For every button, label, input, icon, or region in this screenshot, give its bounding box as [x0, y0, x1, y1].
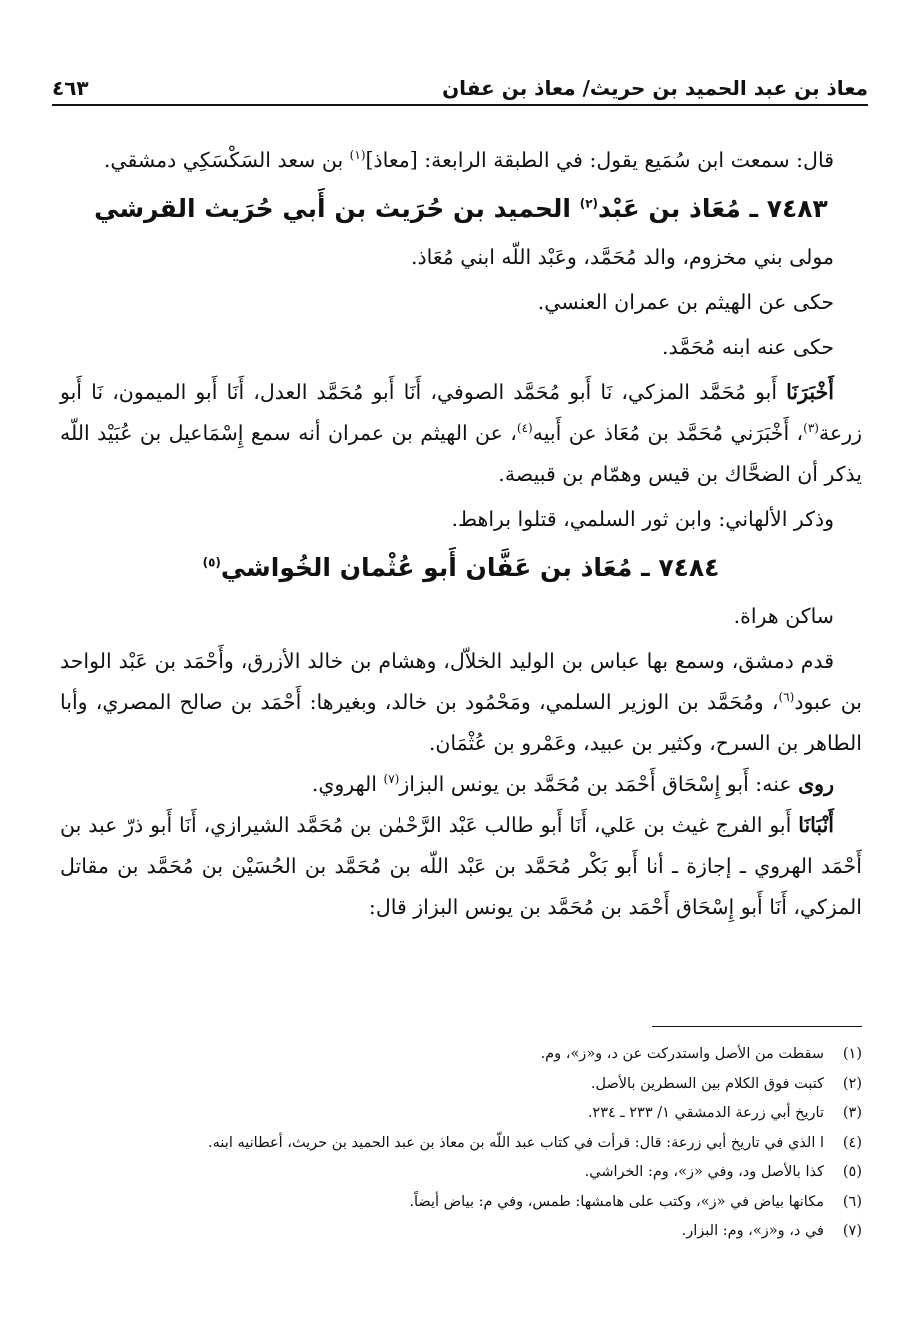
running-title: معاذ بن عبد الحميد بن حريث/ معاذ بن عفان	[442, 76, 868, 100]
isnad-lead: روى	[798, 772, 834, 796]
text-span: ، أَخْبَرَني مُحَمَّد بن مُعَاذ عن أَبيه	[532, 421, 804, 445]
footnotes	[60, 1040, 862, 1247]
footnote-item	[60, 1188, 862, 1218]
isnad-lead: أَخْبَرَنَا	[786, 380, 834, 404]
footnote-number: (٣)	[842, 1105, 862, 1121]
footnote-number: (٥)	[842, 1164, 862, 1180]
footnote-item	[60, 1158, 862, 1188]
paragraph-9	[60, 764, 862, 805]
text-span: أَبو الفرج غيث بن عَلي، أَنَا أَبو طالب عَبْد الرَّحْمٰن بن مُحَمَّد الشيرازي، أَنَا أَبو ذرّ عبد بن أَحْمَد الهروي ـ إجازة ـ أنا أَبو بَكْر مُحَمَّد بن عَبْد اللّه بن مُحَمَّد بن الحُسَيْن بن مُحَمَّد بن مقاتل المزكي، أَنَا أَبو إِسْحَاق أَحْمَد بن مُحَمَّد بن يونس البزاز قال:	[60, 813, 862, 919]
text-span: الهروي.	[311, 772, 384, 796]
header-rule	[52, 104, 868, 106]
footnote-text: كذا بالأصل ود، وفي «ز»، وم: الخراشي.	[584, 1164, 824, 1180]
text-span: ، عن الهيثم بن عمران أنه سمع إِسْمَاعيل بن عُبَيْد اللّه يذكر أن الضحَّاك بن قيس وهمّام بن قبيصة.	[60, 421, 862, 486]
footnote-text: ا الذي في تاريخ أبي زرعة: قال: قرأت في كتاب عبد اللّه بن معاذ بن عبد الحميد بن حريث، أعطانيه ابنه.	[208, 1134, 824, 1151]
paragraph-5	[60, 372, 862, 495]
paragraph-3: حكى عن الهيثم بن عمران العنسي.	[537, 290, 834, 314]
paragraph-7: ساكن هراة.	[733, 604, 834, 628]
footnote-text: كتبت فوق الكلام بين السطرين بالأصل.	[590, 1075, 824, 1092]
footnote-ref[interactable]: (٦)	[778, 690, 795, 705]
footnote-number: (٦)	[842, 1193, 862, 1210]
footnote-number: (٧)	[842, 1223, 862, 1239]
main-text	[60, 140, 862, 928]
footnote-ref[interactable]: (٤)	[516, 421, 533, 436]
footnote-ref[interactable]: (٢)	[579, 196, 598, 211]
isnad-lead: أَنْبَانَا	[798, 813, 834, 837]
text-span: قدم دمشق، وسمع بها عباس بن الوليد الخلاّل، وهشام بن خالد الأزرق، وأَحْمَد بن عَبْد الواحد بن عبود	[60, 649, 863, 714]
footnote-item	[60, 1099, 862, 1129]
footnote-item	[60, 1217, 862, 1247]
heading-text: ٧٤٨٤ ـ مُعَاذ بن عَفَّان أَبو عُثْمان الخُواشي	[220, 553, 720, 582]
text-span: أَبو مُحَمَّد المزكي، نَا أَبو مُحَمَّد الصوفي، أَنَا أَبو مُحَمَّد العدل، أَنَا أَبو الميمون، نَا أَبو زرعة	[60, 380, 863, 445]
footnote-number: (٢)	[842, 1075, 862, 1092]
footnote-number: (١)	[842, 1046, 862, 1062]
footnote-item	[60, 1070, 862, 1100]
footnote-text: في د، و«ز»، وم: البزار.	[681, 1223, 824, 1239]
paragraph-4: حكى عنه ابنه مُحَمَّد.	[662, 335, 834, 359]
footnote-text: مكانها بياض في «ز»، وكتب على هامشها: طمس، وفي م: بياض أيضاً.	[409, 1193, 824, 1210]
footnote-item	[60, 1129, 862, 1159]
footnote-text: تاريخ أبي زرعة الدمشقي ١/ ٢٣٣ ـ ٢٣٤.	[587, 1105, 824, 1121]
entry-heading-7484	[60, 544, 862, 592]
paragraph-6: وذكر الألهاني: وابن ثور السلمي، قتلوا براهط.	[451, 507, 834, 531]
footnote-ref[interactable]: (٥)	[202, 555, 221, 570]
footnote-number: (٤)	[842, 1134, 862, 1151]
heading-text: الحميد بن حُرَيث بن أَبي حُرَيث القرشي	[94, 194, 580, 223]
text-span: بن سعد السَكْسَكِي دمشقي.	[103, 148, 350, 172]
heading-text: ٧٤٨٣ ـ مُعَاذ بن عَبْد	[598, 194, 828, 223]
paragraph-2: مولى بني مخزوم، والد مُحَمَّد، وعَبْد اللّه ابني مُعَاذ.	[410, 245, 834, 269]
text-span: قال: سمعت ابن سُمَيع يقول: في الطبقة الرابعة: [معاذ]	[365, 148, 834, 172]
paragraph-10	[60, 805, 862, 928]
footnote-ref[interactable]: (٧)	[383, 772, 400, 787]
footnote-item	[60, 1040, 862, 1070]
paragraph-1	[60, 140, 862, 181]
footnote-ref[interactable]: (١)	[349, 148, 366, 163]
footnote-ref[interactable]: (٣)	[803, 421, 819, 436]
footnote-rule	[652, 1026, 862, 1027]
running-header	[52, 64, 868, 100]
paragraph-8	[60, 641, 862, 764]
entry-heading-7483	[60, 185, 862, 233]
text-span: عنه: أَبو إِسْحَاق أَحْمَد بن مُحَمَّد بن يونس البزاز	[399, 772, 799, 796]
footnote-text: سقطت من الأصل واستدركت عن د، و«ز»، وم.	[540, 1046, 824, 1062]
text-span: ، ومُحَمَّد بن الوزير السلمي، ومَحْمُود بن خالد، وبغيرها: أَحْمَد بن صالح المصري، وأبا الطاهر بن السرح، وكثير بن عبيد، وعَمْرو بن عُثْمَان.	[60, 690, 862, 755]
page-number: ٤٦٣	[52, 76, 89, 100]
